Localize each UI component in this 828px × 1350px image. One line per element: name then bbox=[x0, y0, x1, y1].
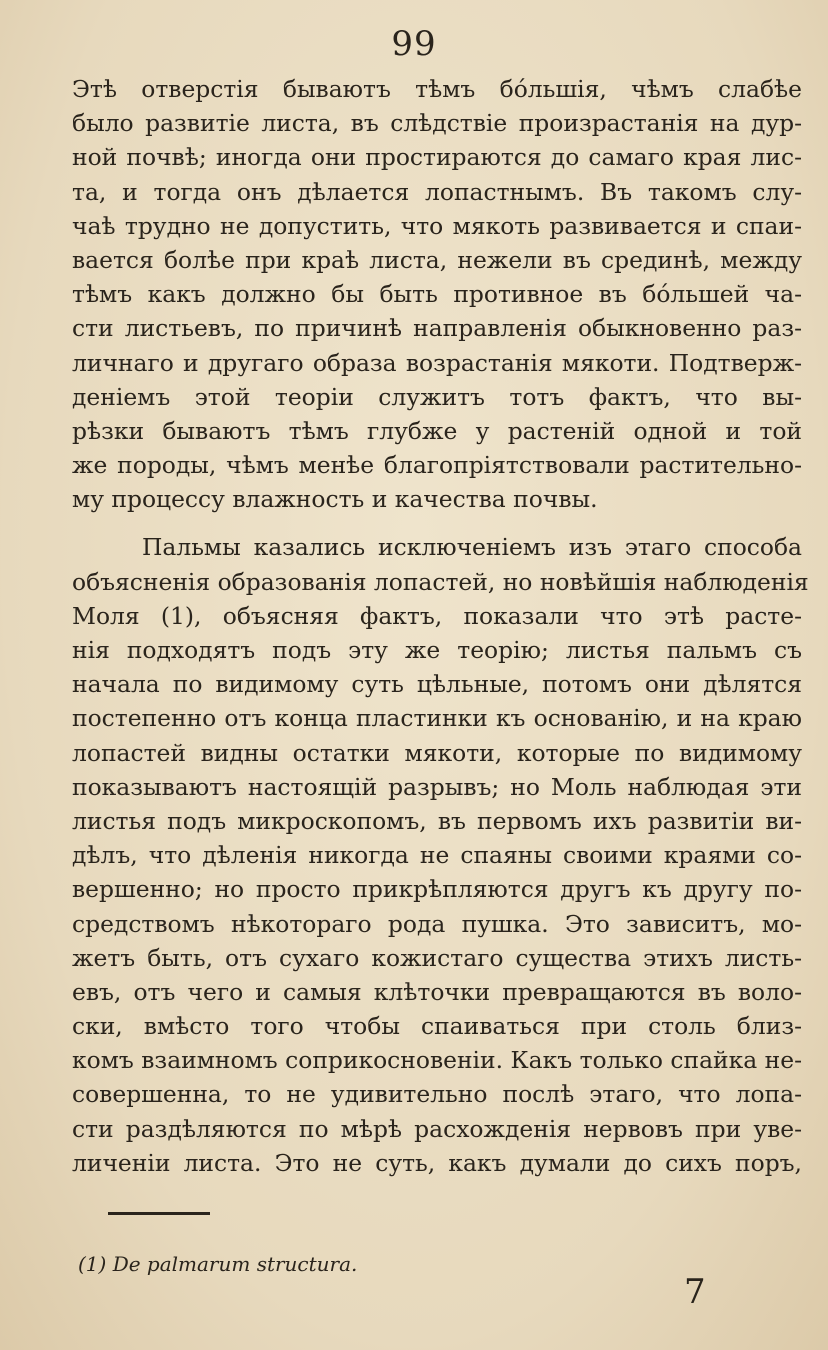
text-line: Этѣ отверстія бываютъ тѣмъ бо́льшія, чѣмъ слабѣе bbox=[72, 75, 802, 103]
footnote: (1) De palmarum structura. bbox=[78, 1252, 358, 1276]
text-line: объясненія образованія лопастей, но новѣйшія наблюденія bbox=[72, 567, 809, 596]
paragraph-1 bbox=[72, 72, 802, 516]
text-line: совершенна, то не удивительно послѣ этаго, что лопа- bbox=[72, 1080, 802, 1109]
text-line: Пальмы казались исключеніемъ изъ этаго способа bbox=[142, 533, 802, 562]
text-line: личеніи листа. Это не суть, какъ думали до сихъ поръ, bbox=[72, 1148, 802, 1177]
text-line: показываютъ настоящій разрывъ; но Моль наблюдая эти bbox=[72, 772, 802, 801]
text-line: личнаго и другаго образа возрастанія мякоти. Подтверж- bbox=[72, 348, 802, 377]
text-line: дѣлъ, что дѣленія никогда не спаяны своими краями со- bbox=[72, 841, 802, 870]
text-line: средствомъ нѣкотораго рода пушка. Это зависитъ, мо- bbox=[72, 909, 802, 938]
text-line: лопастей видны остатки мякоти, которые по видимому bbox=[72, 738, 802, 767]
page-number: 99 bbox=[391, 24, 437, 64]
text-line: же породы, чѣмъ менѣе благопріятствовали растительно- bbox=[72, 451, 802, 480]
text-line: листья подъ микроскопомъ, въ первомъ ихъ развитіи ви- bbox=[72, 806, 802, 835]
text-line: ной почвѣ; иногда они простираются до самаго края лис- bbox=[72, 143, 802, 172]
text-line: было развитіе листа, въ слѣдствіе произрастанія на дур- bbox=[72, 109, 802, 138]
text-line: нія подходятъ подъ эту же теорію; листья пальмъ съ bbox=[72, 636, 802, 664]
signature-mark: 7 bbox=[684, 1272, 706, 1312]
text-line: тѣмъ какъ должно бы быть противное въ бо́льшей ча- bbox=[72, 280, 802, 309]
text-line: евъ, отъ чего и самыя клѣточки превращаются въ воло- bbox=[72, 977, 802, 1006]
footnote-divider bbox=[108, 1212, 210, 1215]
text-line: чаѣ трудно не допустить, что мякоть развивается и спаи- bbox=[72, 211, 802, 240]
body-text bbox=[72, 72, 809, 1180]
text-line: вается болѣе при краѣ листа, нежели въ срединѣ, между bbox=[72, 245, 802, 274]
text-line: комъ взаимномъ соприкосновеніи. Какъ только спайка не- bbox=[72, 1046, 802, 1075]
paragraph-2 bbox=[72, 530, 809, 1180]
text-line: деніемъ этой теоріи служитъ тотъ фактъ, что вы- bbox=[72, 382, 802, 411]
text-line: рѣзки бываютъ тѣмъ глубже у растеній одной и той bbox=[72, 416, 802, 445]
text-line: жетъ быть, отъ сухаго кожистаго существа этихъ листь- bbox=[72, 943, 802, 972]
text-line: постепенно отъ конца пластинки къ основанію, и на краю bbox=[72, 704, 802, 733]
paragraph-gap bbox=[72, 516, 802, 530]
text-line: му процессу влажность и качества почвы. bbox=[72, 485, 598, 514]
text-line: начала по видимому суть цѣльные, потомъ они дѣлятся bbox=[72, 670, 802, 699]
text-line: вершенно; но просто прикрѣпляются другъ къ другу по- bbox=[72, 875, 802, 904]
text-line: ски, вмѣсто того чтобы спаиваться при столь близ- bbox=[72, 1012, 802, 1041]
text-line: сти листьевъ, по причинѣ направленія обыкновенно раз- bbox=[72, 314, 802, 343]
text-line: сти раздѣляются по мѣрѣ расхожденія нервовъ при уве- bbox=[72, 1114, 802, 1143]
text-line: Моля (1), объясняя фактъ, показали что этѣ расте- bbox=[72, 601, 802, 630]
text-line: та, и тогда онъ дѣлается лопастнымъ. Въ такомъ слу- bbox=[72, 177, 802, 206]
